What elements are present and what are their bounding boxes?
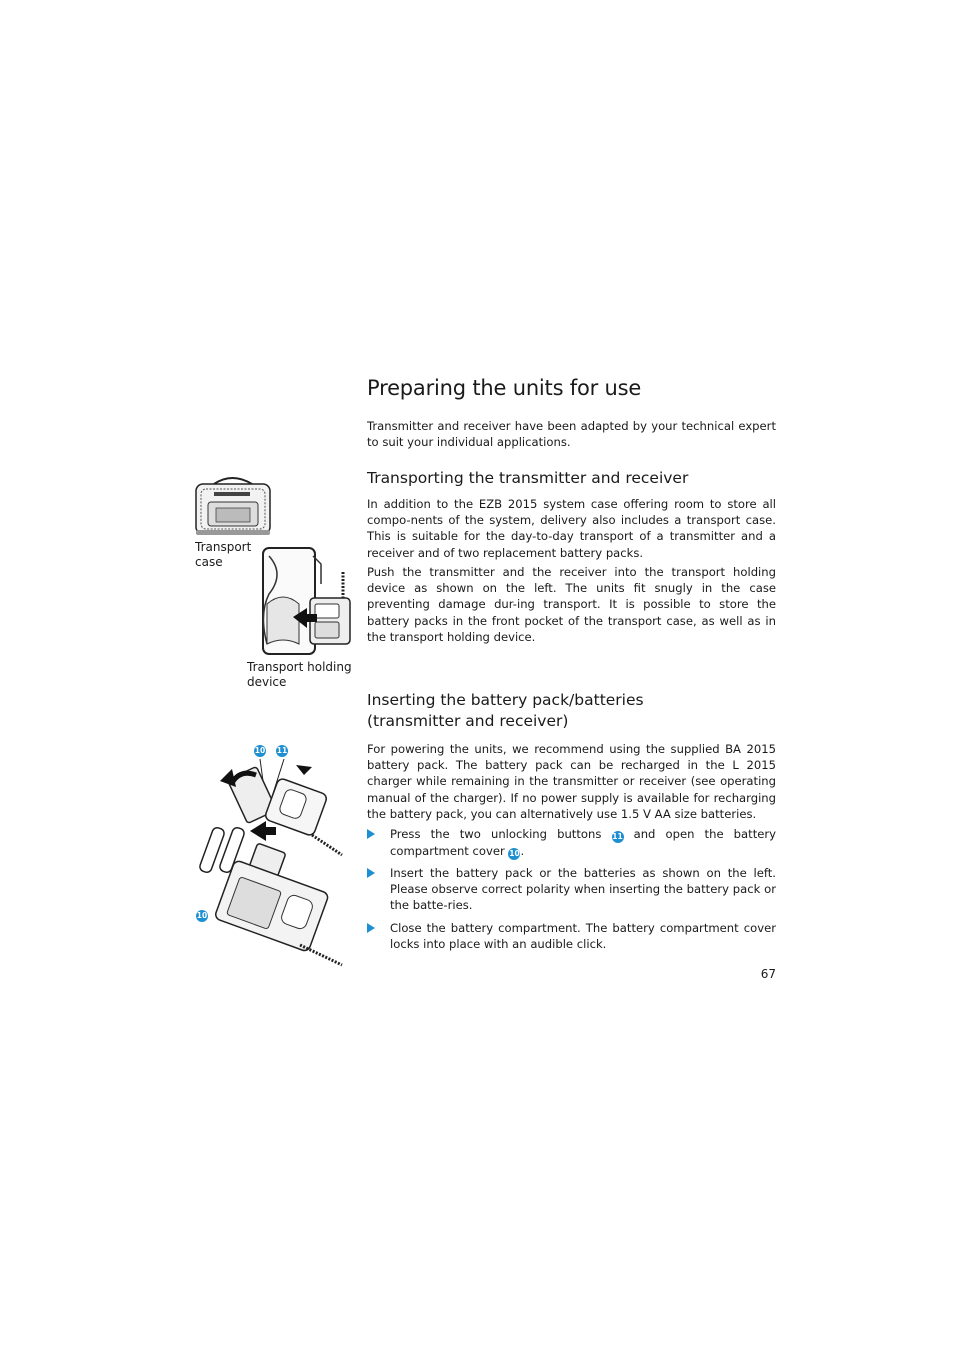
battery-heading-line1: Inserting the battery pack/batteries <box>367 691 644 709</box>
intro-paragraph: Transmitter and receiver have been adapted by your technical expert to suit your individual applications. <box>367 419 776 450</box>
caption-holder-line2: device <box>247 675 287 689</box>
illustration-callout-11: 11 <box>276 746 288 755</box>
transport-paragraph-2: Push the transmitter and the receiver into the transport holding device as shown on the left. The units fit snugly in the case preventing damage dur-ing transport. It is possible to store the battery packs in the front pocket of the transport case, as well as in the transport holding device. <box>367 565 776 644</box>
caption-holder-line1: Transport holding <box>247 660 352 674</box>
bullet-arrow-icon <box>367 829 375 839</box>
illustration-callout-10-lower: 10 <box>196 911 208 920</box>
callout-number-11-icon: 11 <box>612 832 623 841</box>
transport-case-illustration <box>192 474 276 540</box>
bullet-close <box>367 920 776 952</box>
caption-case-line2: case <box>195 555 223 569</box>
bullet-insert-text: Insert the battery pack or the batteries as shown on the left. Please observe correct polarity when inserting the battery pack or the batte-ries. <box>390 866 776 913</box>
illustration-callout-10: 10 <box>254 746 266 755</box>
bullet-unlock-text-a: Press the two unlocking buttons <box>390 827 602 841</box>
bullet-arrow-icon <box>367 923 375 933</box>
bullet-arrow-icon <box>367 868 375 878</box>
bullet-close-text: Close the battery compartment. The battery compartment cover locks into place with an audible click. <box>390 921 776 952</box>
caption-transport-holder <box>247 660 352 690</box>
bullet-unlock-text <box>390 826 776 860</box>
transport-paragraph-1: In addition to the EZB 2015 system case offering room to store all compo-nents of the system, delivery also includes a transport case. This is suitable for the day-to-day transport of a transmitter and a receiver and of two replacement battery packs. <box>367 497 776 560</box>
transport-holder-illustration <box>255 544 355 660</box>
page-title: Preparing the units for use <box>367 376 642 400</box>
battery-insertion-illustration <box>192 755 352 973</box>
bullet-insert <box>367 865 776 914</box>
battery-heading-line2: (transmitter and receiver) <box>367 712 569 730</box>
callout-number-10-icon: 10 <box>509 849 520 858</box>
bullet-unlock <box>367 826 776 860</box>
page-number: 67 <box>760 967 776 981</box>
battery-paragraph: For powering the units, we recommend using the supplied BA 2015 battery pack. The battery pack can be recharged in the L 2015 charger while remaining in the transmitter or receiver (see operating manual of the charger). If no power supply is available for recharging the battery pack, you can alternatively use 1.5 V AA size batteries. <box>367 742 776 821</box>
bullet-unlock-text-b: and open the battery compartment cover <box>390 827 777 858</box>
caption-transport-case <box>195 540 251 570</box>
section-heading-battery <box>367 690 644 732</box>
bullet-unlock-text-c: . <box>520 844 525 858</box>
caption-case-line1: Transport <box>195 540 252 554</box>
section-heading-transport: Transporting the transmitter and receiver <box>367 469 689 487</box>
